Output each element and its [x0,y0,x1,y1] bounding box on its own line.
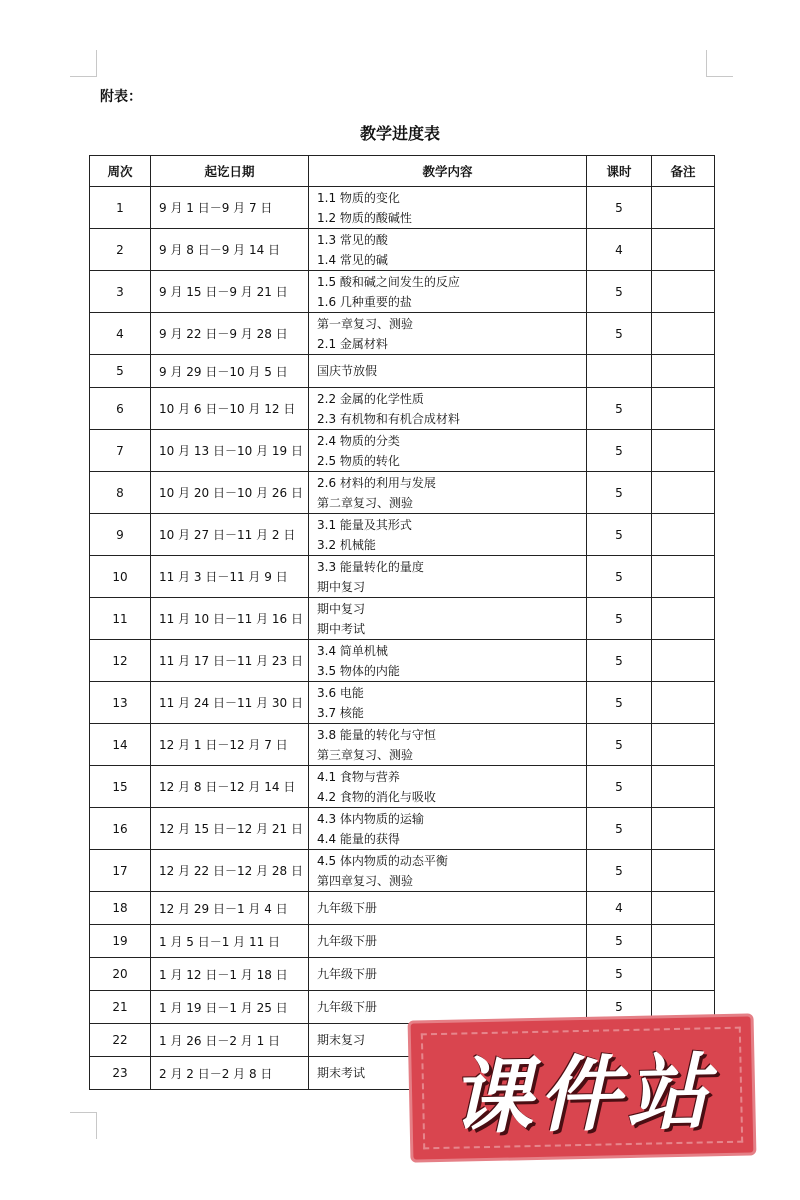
week-cell: 19 [90,925,151,958]
week-cell: 22 [90,1024,151,1057]
notes-cell [652,313,715,355]
notes-cell [652,388,715,430]
header-dates: 起讫日期 [151,156,309,187]
week-cell: 14 [90,724,151,766]
week-cell: 10 [90,556,151,598]
teaching-schedule-table [89,155,715,1090]
notes-cell [652,682,715,724]
dates-cell: 2 月 2 日－2 月 8 日 [151,1057,309,1090]
dates-cell: 9 月 29 日－10 月 5 日 [151,355,309,388]
dates-cell: 1 月 19 日－1 月 25 日 [151,991,309,1024]
notes-cell [652,472,715,514]
content-cell [309,892,587,925]
notes-cell [652,229,715,271]
content-line: 2.3 有机物和有机合成材料 [317,411,460,426]
table-row [90,892,715,925]
content-cell [309,766,587,808]
table-row [90,640,715,682]
hours-cell: 5 [587,388,652,430]
table-row [90,472,715,514]
content-line: 3.1 能量及其形式 [317,517,412,532]
table-row [90,556,715,598]
page-title: 教学进度表 [359,124,440,143]
content-line: 1.6 几种重要的盐 [317,294,412,309]
week-cell: 20 [90,958,151,991]
header-content: 教学内容 [309,156,587,187]
notes-cell [652,271,715,313]
content-line: 3.5 物体的内能 [317,663,400,678]
dates-cell: 10 月 27 日－11 月 2 日 [151,514,309,556]
table-row [90,187,715,229]
content-cell [309,472,587,514]
content-line: 1.2 物质的酸碱性 [317,210,412,225]
content-cell [309,271,587,313]
hours-cell: 5 [587,271,652,313]
week-cell: 7 [90,430,151,472]
content-line: 4.5 体内物质的动态平衡 [317,853,448,868]
hours-cell: 5 [587,850,652,892]
hours-cell: 5 [587,991,652,1024]
content-line: 4.1 食物与营养 [317,769,400,784]
week-cell: 15 [90,766,151,808]
dates-cell: 11 月 17 日－11 月 23 日 [151,640,309,682]
notes-cell [652,556,715,598]
hours-cell: 5 [587,958,652,991]
week-cell: 4 [90,313,151,355]
week-cell: 6 [90,388,151,430]
notes-cell [652,958,715,991]
dates-cell: 9 月 22 日－9 月 28 日 [151,313,309,355]
week-cell: 2 [90,229,151,271]
notes-cell [652,724,715,766]
content-cell [309,640,587,682]
hours-cell: 5 [587,682,652,724]
content-line: 期末复习 [317,1033,366,1047]
table-row [90,766,715,808]
content-line: 第二章复习、测验 [317,495,414,510]
table-header-row [90,156,715,187]
table-row [90,229,715,271]
week-cell: 1 [90,187,151,229]
content-line: 3.8 能量的转化与守恒 [317,727,436,742]
hours-cell: 5 [587,514,652,556]
dates-cell: 12 月 29 日－1 月 4 日 [151,892,309,925]
content-line: 4.2 食物的消化与吸收 [317,789,436,804]
content-line: 4.4 能量的获得 [317,831,400,846]
week-cell: 17 [90,850,151,892]
crop-mark-bottom-left [70,1112,97,1139]
crop-mark-top-right [706,50,733,77]
table-row [90,598,715,640]
content-cell [309,313,587,355]
hours-cell: 5 [587,187,652,229]
content-line: 3.7 核能 [317,705,364,720]
week-cell: 13 [90,682,151,724]
content-line: 九年级下册 [317,901,378,915]
week-cell: 11 [90,598,151,640]
dates-cell: 9 月 1 日－9 月 7 日 [151,187,309,229]
hours-cell: 5 [587,472,652,514]
content-cell [309,598,587,640]
table-row [90,850,715,892]
week-cell: 21 [90,991,151,1024]
hours-cell: 5 [587,598,652,640]
dates-cell: 9 月 15 日－9 月 21 日 [151,271,309,313]
content-cell [309,229,587,271]
content-line: 1.3 常见的酸 [317,232,388,247]
hours-cell: 5 [587,313,652,355]
content-cell [309,850,587,892]
content-line: 2.1 金属材料 [317,336,388,351]
dates-cell: 12 月 15 日－12 月 21 日 [151,808,309,850]
content-line: 3.2 机械能 [317,537,376,552]
content-line: 期中复习 [317,579,366,594]
dates-cell: 10 月 13 日－10 月 19 日 [151,430,309,472]
notes-cell [652,892,715,925]
table-row [90,958,715,991]
header-notes: 备注 [652,156,715,187]
dates-cell: 9 月 8 日－9 月 14 日 [151,229,309,271]
content-line: 2.5 物质的转化 [317,453,400,468]
content-line: 期中复习 [317,601,366,616]
week-cell: 8 [90,472,151,514]
content-line: 第四章复习、测验 [317,873,414,888]
content-line: 3.6 电能 [317,685,364,700]
dates-cell: 12 月 22 日－12 月 28 日 [151,850,309,892]
table-row [90,724,715,766]
dates-cell: 11 月 10 日－11 月 16 日 [151,598,309,640]
watermark-text: 课件站 [449,1044,716,1146]
content-line: 期末考试 [317,1066,366,1080]
dates-cell: 12 月 1 日－12 月 7 日 [151,724,309,766]
content-cell [309,724,587,766]
dates-cell: 10 月 6 日－10 月 12 日 [151,388,309,430]
content-cell [309,514,587,556]
content-cell [309,355,587,388]
content-line: 第一章复习、测验 [317,316,414,331]
hours-cell: 5 [587,724,652,766]
content-cell [309,808,587,850]
table-row [90,514,715,556]
week-cell: 23 [90,1057,151,1090]
notes-cell [652,640,715,682]
week-cell: 12 [90,640,151,682]
content-line: 期中考试 [317,621,366,636]
dates-cell: 1 月 5 日－1 月 11 日 [151,925,309,958]
dates-cell: 1 月 12 日－1 月 18 日 [151,958,309,991]
hours-cell [587,355,652,388]
content-line: 1.1 物质的变化 [317,190,400,205]
content-line: 第三章复习、测验 [317,747,414,762]
content-line: 1.4 常见的碱 [317,252,388,267]
content-line: 九年级下册 [317,934,378,948]
content-cell [309,187,587,229]
dates-cell: 1 月 26 日－2 月 1 日 [151,1024,309,1057]
content-line: 3.3 能量转化的量度 [317,559,424,574]
notes-cell [652,766,715,808]
content-line: 2.2 金属的化学性质 [317,391,424,406]
notes-cell [652,925,715,958]
week-cell: 9 [90,514,151,556]
content-cell [309,682,587,724]
content-line: 4.3 体内物质的运输 [317,811,424,826]
hours-cell: 4 [587,229,652,271]
watermark-stamp [411,1016,754,1159]
week-cell: 3 [90,271,151,313]
notes-cell [652,430,715,472]
week-cell: 16 [90,808,151,850]
notes-cell [652,187,715,229]
table-row [90,355,715,388]
notes-cell [652,598,715,640]
notes-cell [652,808,715,850]
table-row [90,388,715,430]
dates-cell: 11 月 3 日－11 月 9 日 [151,556,309,598]
content-cell [309,430,587,472]
table-row [90,271,715,313]
hours-cell: 5 [587,766,652,808]
content-cell [309,958,587,991]
hours-cell: 5 [587,925,652,958]
table-row [90,925,715,958]
notes-cell [652,355,715,388]
content-line: 1.5 酸和碱之间发生的反应 [317,274,460,289]
content-line: 九年级下册 [317,1000,378,1014]
dates-cell: 12 月 8 日－12 月 14 日 [151,766,309,808]
header-hours: 课时 [587,156,652,187]
content-line: 2.4 物质的分类 [317,433,400,448]
hours-cell: 5 [587,640,652,682]
content-cell [309,925,587,958]
dates-cell: 11 月 24 日－11 月 30 日 [151,682,309,724]
week-cell: 18 [90,892,151,925]
hours-cell: 5 [587,430,652,472]
crop-mark-top-left [70,50,97,77]
notes-cell [652,850,715,892]
table-row [90,430,715,472]
content-line: 2.6 材料的利用与发展 [317,475,436,490]
header-week: 周次 [90,156,151,187]
table-row [90,808,715,850]
attachment-label: 附表： [100,89,142,105]
hours-cell: 5 [587,808,652,850]
table-row [90,682,715,724]
content-cell [309,556,587,598]
hours-cell: 5 [587,556,652,598]
notes-cell [652,514,715,556]
content-line: 3.4 简单机械 [317,643,388,658]
content-cell [309,388,587,430]
content-line: 九年级下册 [317,967,378,981]
table-row [90,313,715,355]
content-cell [309,991,587,1024]
dates-cell: 10 月 20 日－10 月 26 日 [151,472,309,514]
content-line: 国庆节放假 [317,364,378,378]
week-cell: 5 [90,355,151,388]
hours-cell: 4 [587,892,652,925]
